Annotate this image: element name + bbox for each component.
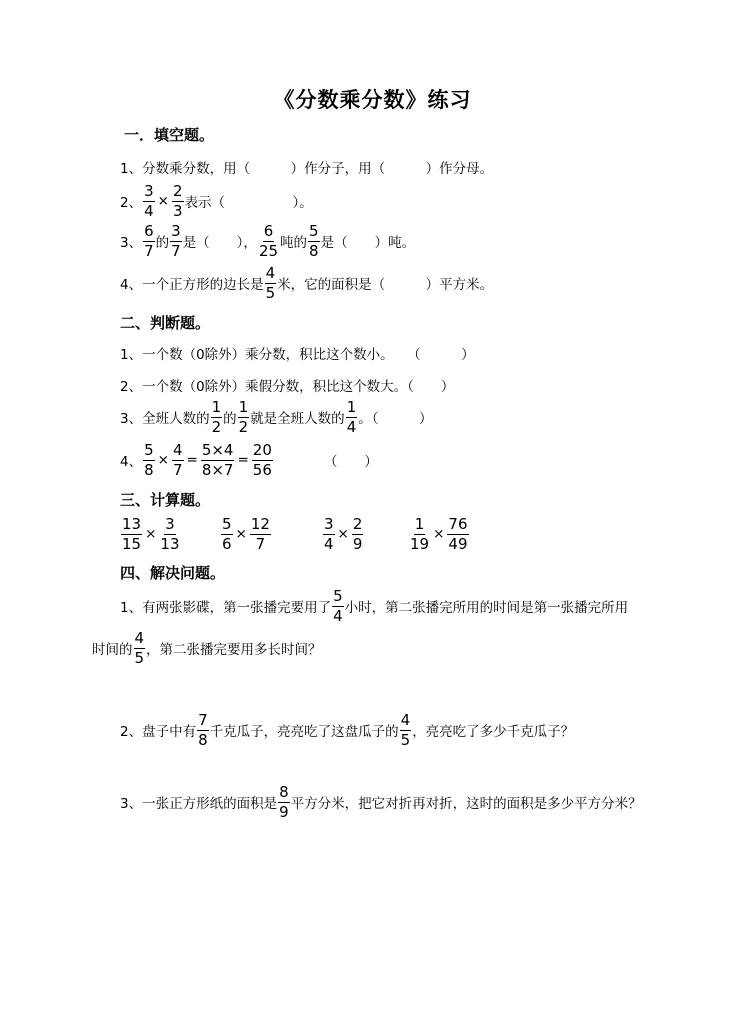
times-sign: × <box>157 193 169 209</box>
solve-question-1-line-2 <box>92 628 322 668</box>
equals-sign: = <box>186 452 198 468</box>
solve-question-1-line-1 <box>120 586 628 626</box>
fraction: $\frac{2}{3}$ <box>172 181 183 220</box>
fraction: $\frac{5\times 4}{8\times 7}$ <box>201 440 234 479</box>
fraction: $\frac{5}{4}$ <box>333 586 343 625</box>
solve-q3-text: 平方分米，把它对折再对折，这时的面积是多少平方分米？ <box>290 796 642 812</box>
calc-item-2 <box>220 514 272 554</box>
fraction: $\frac{7}{8}$ <box>198 710 208 749</box>
fraction: $\frac{6}{7}$ <box>144 221 154 260</box>
fraction: $\frac{1}{2}$ <box>211 397 222 436</box>
fraction: $\frac{4}{5}$ <box>265 263 276 302</box>
fraction: $\frac{4}{7}$ <box>172 440 183 479</box>
judge-q4-prefix: 4、 <box>120 454 143 470</box>
section-heading-solve: 四、解决问题。 <box>120 564 226 582</box>
fraction: $\frac{1}{2}$ <box>238 397 249 436</box>
judge-q3-prefix: 3、全班人数的 <box>120 411 210 427</box>
solve-q3-text: 3、一张正方形纸的面积是 <box>120 796 278 812</box>
fill-q4-prefix: 4、一个正方形的边长是 <box>120 277 264 293</box>
calc-item-4 <box>408 514 470 554</box>
fraction: $\frac{3}{13}$ <box>160 514 180 553</box>
fill-q3-text: 是（ ）， <box>182 235 257 251</box>
times-sign: × <box>157 452 169 468</box>
fraction: $\frac{4}{5}$ <box>400 710 411 749</box>
times-sign: × <box>337 526 349 542</box>
times-sign: × <box>145 526 157 542</box>
solve-q1-text: 时间的 <box>92 642 133 658</box>
fraction: $\frac{1}{19}$ <box>410 514 430 553</box>
fill-q3-prefix: 3、 <box>120 235 143 251</box>
judge-q4-answer-blank: （ ） <box>323 454 378 470</box>
fill-question-2 <box>120 182 313 220</box>
fraction: $\frac{76}{49}$ <box>448 514 468 553</box>
judge-q3-suffix: 。（ ） <box>358 411 433 427</box>
fraction: $\frac{13}{15}$ <box>122 514 142 553</box>
fraction: $\frac{5}{8}$ <box>144 440 154 479</box>
fraction: $\frac{1}{4}$ <box>346 397 357 436</box>
judge-q3-text: 的 <box>223 411 237 427</box>
fill-question-4 <box>120 264 493 302</box>
judge-question-2 <box>120 375 454 395</box>
fill-question-1 <box>120 157 493 177</box>
fraction: $\frac{5}{8}$ <box>309 221 319 260</box>
solve-question-2 <box>120 710 574 750</box>
fraction: $\frac{2}{9}$ <box>352 514 363 553</box>
fill-q2-prefix: 2、 <box>120 195 143 211</box>
fill-q2-suffix: 表示（ ）。 <box>184 195 313 211</box>
solve-q1-text: ，第二张播完要用多长时间？ <box>146 642 322 658</box>
fill-q3-text: 的 <box>155 235 170 251</box>
fill-q3-text: 吨的 <box>280 235 308 251</box>
fraction: $\frac{3}{7}$ <box>171 221 181 260</box>
section-heading-judge: 二、判断题。 <box>120 314 211 332</box>
solve-q1-text: 小时，第二张播完所用的时间是第一张播完所用 <box>344 600 629 616</box>
fraction: $\frac{3}{4}$ <box>144 181 154 220</box>
times-sign: × <box>433 526 445 542</box>
calc-item-3 <box>322 514 364 554</box>
section-heading-calc: 三、计算题。 <box>120 491 211 509</box>
fraction: $\frac{20}{56}$ <box>252 440 272 479</box>
fraction: $\frac{8}{9}$ <box>279 782 289 821</box>
judge-q3-text: 就是全班人数的 <box>250 411 345 427</box>
solve-q2-text: 2、盘子中有 <box>120 724 197 740</box>
fill-q3-suffix: 是（ ）吨。 <box>320 235 416 251</box>
fill-question-1-text: 1、分数乘分数，用（ ）作分子，用（ ）作分母。 <box>120 161 494 177</box>
judge-question-1-text: 1、一个数（0除外）乘分数，积比这个数小。 （ ） <box>120 347 475 363</box>
fill-q4-suffix: 米，它的面积是（ ）平方米。 <box>277 277 494 293</box>
fraction: $\frac{4}{5}$ <box>134 628 145 667</box>
solve-q2-text: 千克瓜子，亮亮吃了这盘瓜子的 <box>209 724 399 740</box>
fill-question-3 <box>120 222 415 260</box>
fraction: $\frac{6}{25}$ <box>258 221 279 260</box>
solve-q2-text: ，亮亮吃了多少千克瓜子？ <box>412 724 575 740</box>
equals-sign: = <box>237 452 249 468</box>
judge-question-2-text: 2、一个数（0除外）乘假分数，积比这个数大。（ ） <box>120 379 455 395</box>
calc-item-1 <box>120 514 182 554</box>
fraction: $\frac{5}{6}$ <box>222 514 232 553</box>
fraction: $\frac{12}{7}$ <box>250 514 270 553</box>
page-title: 《分数乘分数》练习 <box>273 88 472 112</box>
judge-question-4 <box>120 440 378 480</box>
solve-q1-text: 1、有两张影碟，第一张播完要用了 <box>120 600 332 616</box>
solve-question-3 <box>120 782 642 822</box>
section-heading-fill: 一．填空题。 <box>124 126 215 144</box>
judge-question-1 <box>120 343 475 363</box>
times-sign: × <box>235 526 247 542</box>
fraction: $\frac{3}{4}$ <box>324 514 334 553</box>
judge-question-3 <box>120 398 432 436</box>
